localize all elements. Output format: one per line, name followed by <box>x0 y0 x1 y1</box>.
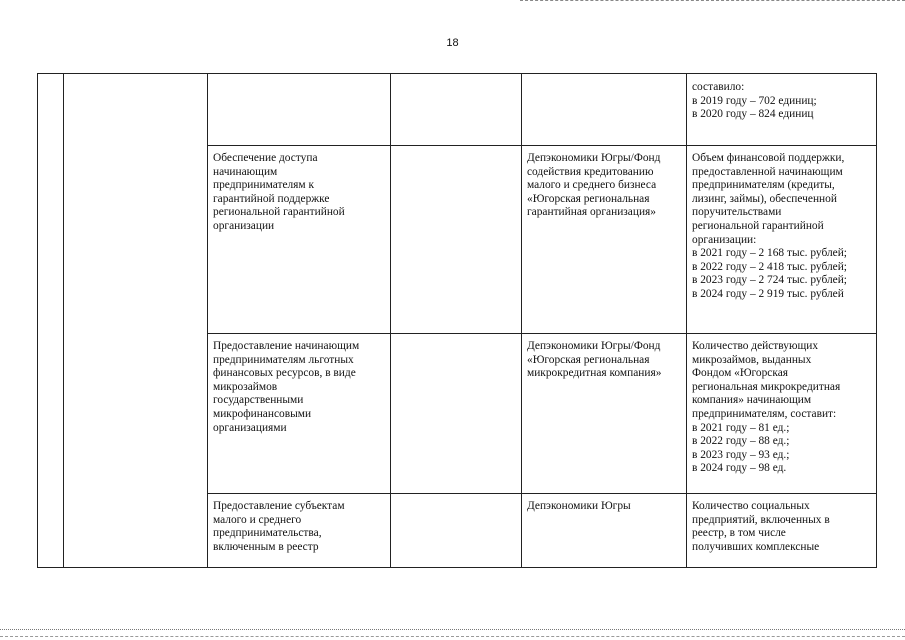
table-border-left <box>37 73 38 568</box>
table-cell-indicator: Количество социальных предприятий, включенных в реестр, в том числе получивших комплексные <box>692 500 830 553</box>
table-cell-executor: Депэкономики Югры <box>527 500 631 512</box>
table-row-divider <box>207 145 876 146</box>
scan-artifact-bottom <box>0 629 905 637</box>
table-cell-indicator: Количество действующих микрозаймов, выданных Фондом «Югорская региональная микрокредитная компания» начинающим предпринимателям, составит: в 2021 году – 81 ед.; в 2022 году – 88 ед.; в 2023 году – 93 ед.; в 2024 году – 98 ед. <box>692 340 841 475</box>
table-cell-executor: Депэкономики Югры/Фонд содействия кредитованию малого и среднего бизнеса «Югорская региональная гарантийная организация» <box>527 152 661 219</box>
table-row-divider <box>207 493 876 494</box>
table-border-right <box>876 73 877 568</box>
table-row-divider <box>207 333 876 334</box>
page-number: 18 <box>446 37 459 49</box>
table-cell-indicator: составило: в 2019 году – 702 единиц; в 2020 году – 824 единиц <box>692 81 817 121</box>
table-cell-action: Предоставление начинающим предпринимателям льготных финансовых ресурсов, в виде микрозаймов государственными микрофинансовыми организациями <box>213 340 360 434</box>
table-cell-action: Предоставление субъектам малого и среднего предпринимательства, включенным в реестр <box>213 500 345 553</box>
table-column-divider <box>63 73 64 568</box>
table-cell-indicator: Объем финансовой поддержки, предоставленной начинающим предпринимателям (кредиты, лизинг, займы), обеспеченной поручительствами региональной гарантийной организации: в 2021 году – 2 168 тыс. рублей; в 2022 году – 2 418 тыс. рублей; в 2023 году – 2 724 тыс. рублей; в 2024 году – 2 919 тыс. рублей <box>692 152 847 300</box>
table-cell-action: Обеспечение доступа начинающим предпринимателям к гарантийной поддержке региональной гарантийной организации <box>213 152 345 232</box>
table-border-bottom <box>37 567 876 568</box>
scan-artifact-top <box>520 0 905 4</box>
table-cell-executor: Депэкономики Югры/Фонд «Югорская региональная микрокредитная компания» <box>527 340 662 380</box>
table-border-top <box>37 73 876 74</box>
